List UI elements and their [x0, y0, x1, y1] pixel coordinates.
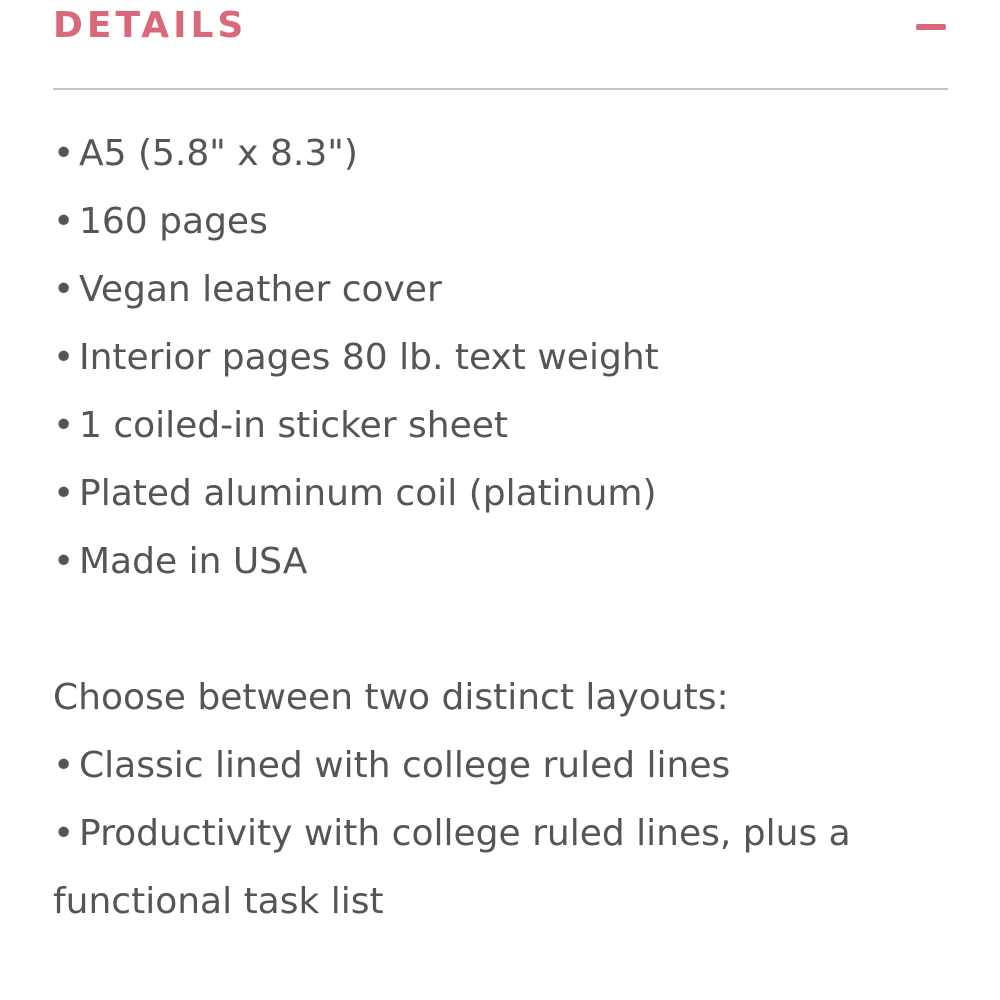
spec-text: Interior pages 80 lb. text weight: [79, 337, 659, 378]
spec-text: Plated aluminum coil (platinum): [79, 473, 657, 514]
minus-icon: [916, 24, 946, 30]
spec-text: 160 pages: [79, 201, 268, 242]
bullet: •: [53, 745, 75, 786]
layout-text: Classic lined with college ruled lines: [79, 745, 731, 786]
bullet: •: [53, 473, 75, 514]
list-item: [53, 188, 948, 256]
spec-text: Made in USA: [79, 541, 308, 582]
layout-text: Productivity with college ruled lines, plus a functional task list: [53, 813, 851, 922]
layouts-list: [53, 732, 948, 936]
collapse-toggle-button[interactable]: [916, 16, 946, 36]
section-title: DETAILS: [53, 5, 248, 46]
list-item: [53, 120, 948, 188]
list-item: [53, 392, 948, 460]
spec-text: 1 coiled-in sticker sheet: [79, 405, 509, 446]
list-item: [53, 256, 948, 324]
bullet: •: [53, 541, 75, 582]
details-accordion: [53, 0, 948, 1000]
specs-list: [53, 120, 948, 596]
list-item: [53, 460, 948, 528]
details-content: [53, 120, 948, 936]
bullet: •: [53, 813, 75, 854]
bullet: •: [53, 269, 75, 310]
bullet: •: [53, 337, 75, 378]
bullet: •: [53, 405, 75, 446]
spacer: [53, 596, 948, 664]
bullet: •: [53, 201, 75, 242]
list-item: [53, 732, 948, 800]
accordion-header[interactable]: [53, 0, 948, 90]
list-item: [53, 528, 948, 596]
spec-text: A5 (5.8" x 8.3"): [79, 133, 358, 174]
list-item: [53, 800, 948, 936]
spec-text: Vegan leather cover: [79, 269, 442, 310]
bullet: •: [53, 133, 75, 174]
list-item: [53, 324, 948, 392]
layouts-intro: Choose between two distinct layouts:: [53, 677, 729, 718]
